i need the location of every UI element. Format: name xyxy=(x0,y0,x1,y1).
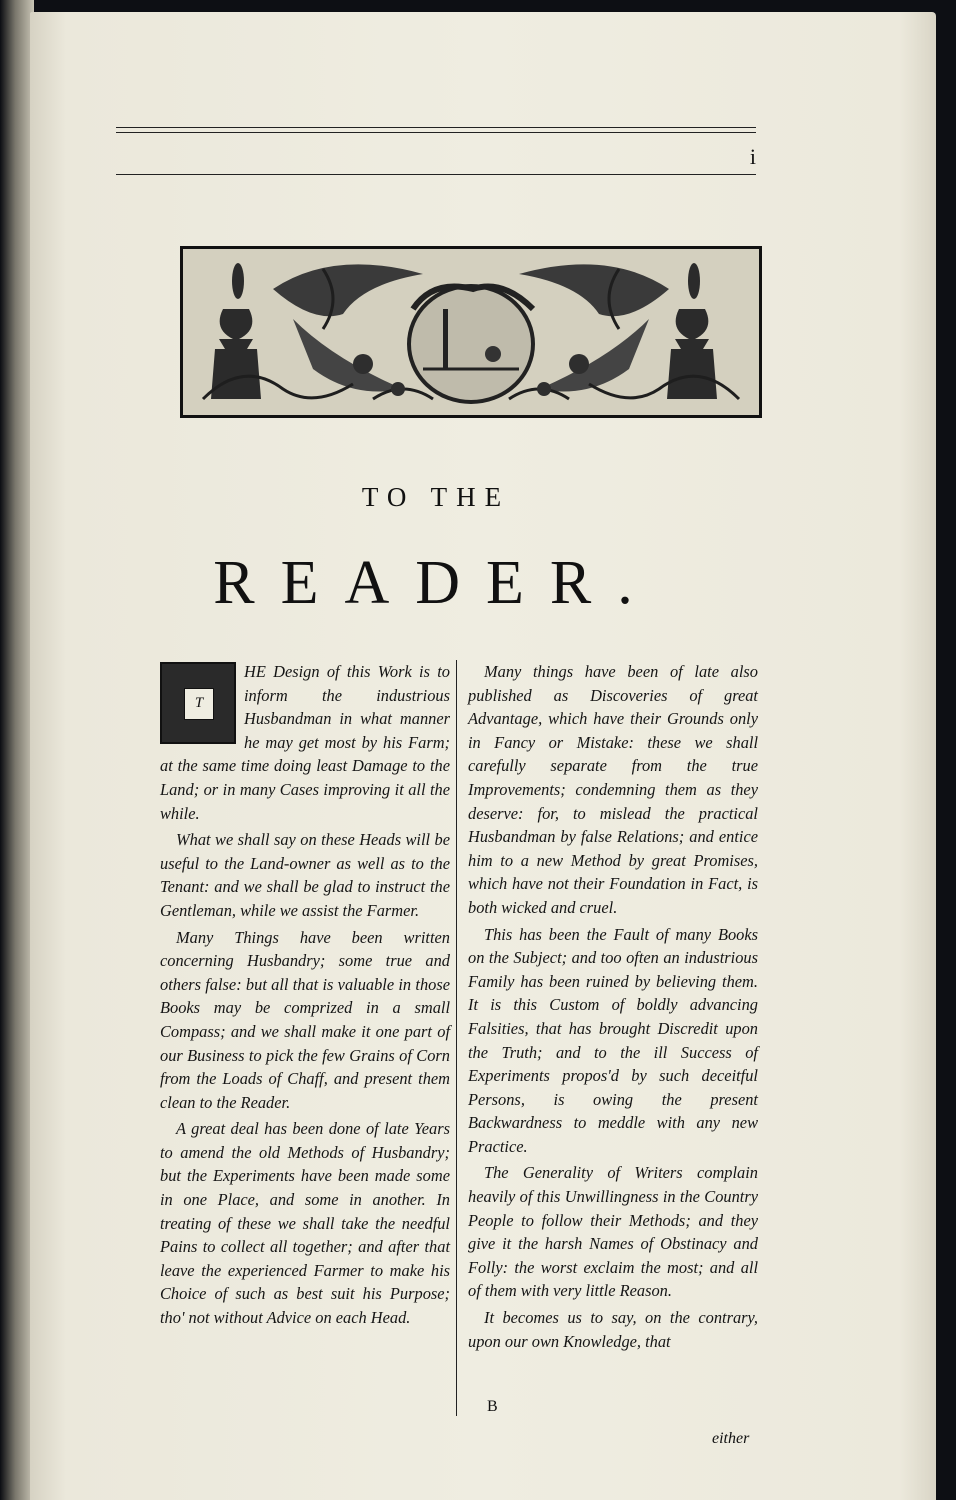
column-divider xyxy=(456,660,457,1416)
title-reader: READER. xyxy=(213,549,659,617)
paragraph: Many things have been of late also published as Discoveries of great Advantage, which have their Grounds only in Fancy or Mistake: these we shall carefully separate from the true Improvements; condemning them as they deserve: for, to mislead the practical Husbandman by false Relations; and entice him to a new Method by great Promises, which have not their Foundation in Fact, is both wicked and cruel. xyxy=(468,662,758,917)
right-column xyxy=(468,660,758,1356)
paragraph: HE Design of this Work is to inform the industrious Husbandman in what manner he may get most by his Farm; at the same time doing least Damage to the Land; or in many Cases improving it all the while. xyxy=(160,662,450,823)
paragraph: This has been the Fault of many Books on the Subject; and too often an industrious Family has been ruined by believing them. It is this Custom of boldly advancing Falsities, that has brought Discredit upon the Truth; and to the ill Success of Experiments propos'd by such deceitful Persons, is owing the present Backwardness to meddle with any new Practice. xyxy=(468,924,758,1156)
running-head xyxy=(116,140,756,176)
paragraph: A great deal has been done of late Years to amend the old Methods of Husbandry; but the Experiments have been made some in one Place, and some in another. In treating of these we shall take the needful Pains to collect all together; and after that leave the experienced Farmer to make his Choice of such as best suit his Purpose; tho' not without Advice on each Head. xyxy=(160,1119,450,1328)
paragraph: Many Things have been written concerning Husbandry; some true and others false: but all that is valuable in those Books may be comprized in a small Compass; and we shall make it one part of our Business to pick the few Grains of Corn from the Loads of Chaff, and present them clean to the Reader. xyxy=(160,927,450,1112)
decorated-initial xyxy=(160,662,236,744)
title-to-the: TO THE xyxy=(361,482,511,512)
running-head-top-rule xyxy=(116,127,756,128)
engraved-headpiece xyxy=(180,246,762,418)
folio-number: i xyxy=(749,144,756,169)
paragraph: The Generality of Writers complain heavily of this Unwillingness in the Country People to follow their Methods; and they give it the harsh Names of Obstinacy and Folly: the worst exclaim the most; and all of them with very little Reason. xyxy=(468,1163,758,1301)
signature-mark: B xyxy=(487,1398,498,1415)
left-column xyxy=(160,660,450,1333)
catchword: either xyxy=(712,1430,750,1447)
running-head-top-rule-2 xyxy=(116,132,756,133)
paragraph: What we shall say on these Heads will be useful to the Land-owner as well as to the Tenant: and we shall be glad to instruct the Gentleman, while we assist the Farmer. xyxy=(160,830,450,920)
paragraph: It becomes us to say, on the contrary, upon our own Knowledge, that xyxy=(468,1308,758,1351)
drop-cap-letter: T xyxy=(184,688,214,720)
previous-page-edge xyxy=(0,0,34,1500)
running-head-bottom-rule xyxy=(116,174,756,175)
